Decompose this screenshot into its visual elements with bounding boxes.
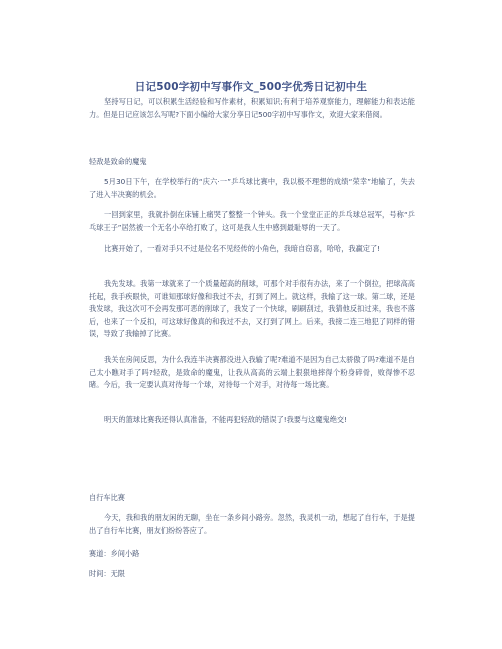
document-title: 日记500字初中写事作文_500字优秀日记初中生 — [134, 81, 368, 93]
story1-paragraph-4: 我先发球。我第一球就来了一个质量超高的削球，可那个对手很有办法，来了一个倒拉，把球高高托起，我手疾眼快，可谁知那球好像和我过不去，打到了网上。就这样，我输了这一球。第二球，还是我发球，我这次可不会再发那可恶的削球了，我发了一个快球，刷刷刮过，我猜他反扣过来，我也不落后，也来了一个反扣，可这球好像真的和我过不去，又打到了网上。后来，我接二连三地犯了同样的错误，导致了我输掉了比赛。 — [89, 279, 415, 339]
story1-paragraph-2: 一回到家里，我就扑倒在床铺上痛哭了整整一个钟头。我一个堂堂正正的乒乓球总冠军，号称“乒乓球王子”居然被一个无名小卒给打败了，这可是我人生中感到最耻辱的一天了。 — [89, 210, 415, 232]
story1-heading: 轻敌是致命的魔鬼 — [89, 157, 147, 166]
story1-paragraph-1: 5月30日下午，在学校举行的“庆六·一”乒乓球比赛中，我以极不理想的成绩“荣幸”地输了，失去了进入半决赛的机会。 — [89, 177, 415, 199]
story1-paragraph-6: 明天的篮球比赛我还得认真准备，不能再犯轻敌的错误了!我要与这魔鬼绝交! — [104, 415, 347, 424]
story1-paragraph-3: 比赛开始了，一看对手只不过是位名不见经传的小角色，我暗自窃喜，哈哈，我赢定了! — [104, 244, 381, 253]
story1-paragraph-5: 我关在房间反思，为什么我连半决赛都没进入我输了呢?难道不是因为自己太骄傲了吗?难道不是自己太小瞧对手了吗?轻敌，是致命的魔鬼，让我从高高的云端上狠狠地摔得个粉身碎骨，败得惨不忍睹。今后，我一定要认真对待每一个球，对待每一个对手，对待每一场比赛。 — [89, 355, 415, 390]
story2-time: 时间：无限 — [89, 569, 125, 578]
story2-paragraph-1: 今天，我和我的朋友闲的无聊，坐在一条乡间小路旁。忽然，我灵机一动，想起了自行车，于是提出了自行车比赛，朋友们纷纷答应了。 — [89, 513, 415, 535]
story2-heading: 自行车比赛 — [89, 493, 125, 502]
story2-venue: 赛道：乡间小路 — [89, 549, 140, 558]
intro-paragraph: 坚持写日记，可以积累生活经验和写作素材，积累知识;有利于培养观察能力，理解能力和表达能力。但是日记应该怎么写呢?下面小编给大家分享日记500字初中写事作文，欢迎大家来借阅。 — [89, 97, 415, 119]
